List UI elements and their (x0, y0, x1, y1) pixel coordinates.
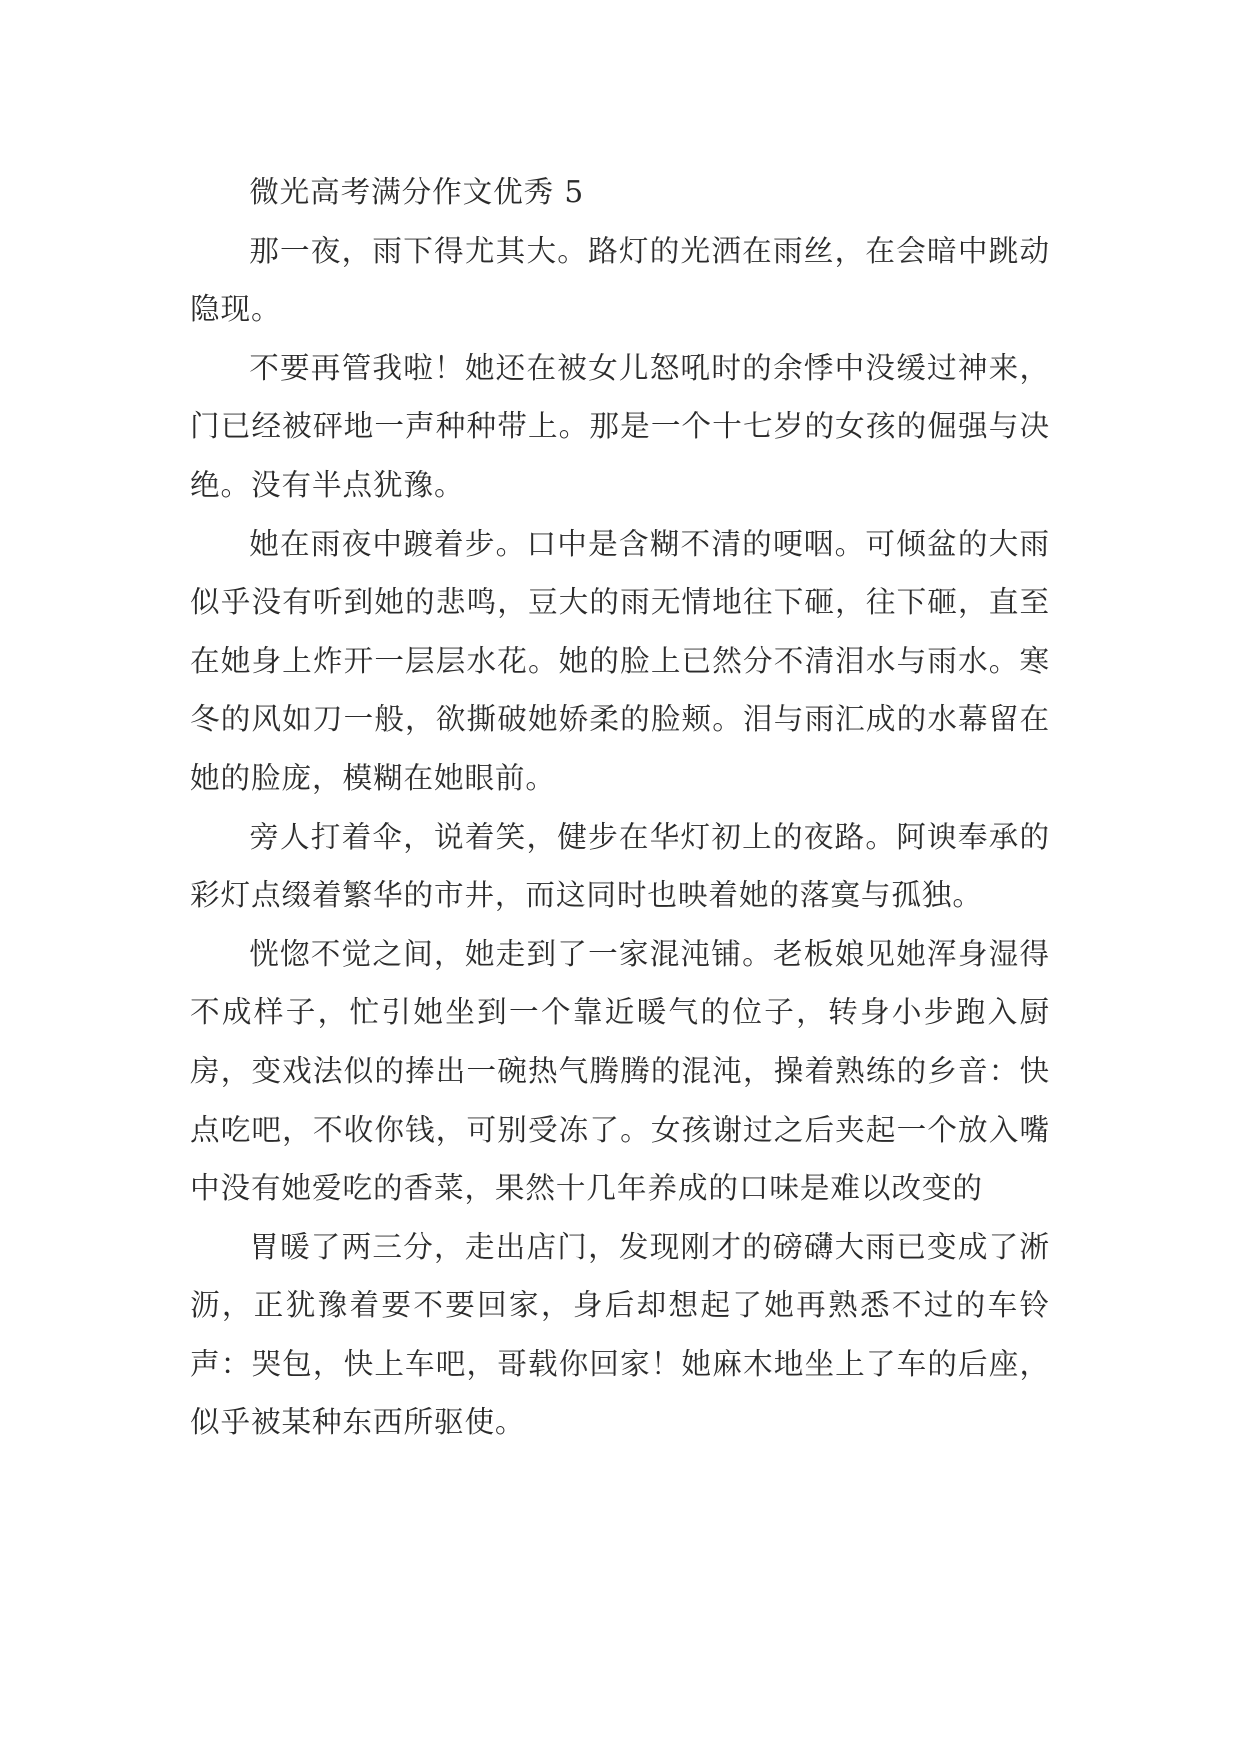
paragraph-5: 恍惚不觉之间，她走到了一家混沌铺。老板娘见她浑身湿得不成样子，忙引她坐到一个靠近暖气的位子，转身小步跑入厨房，变戏法似的捧出一碗热气腾腾的混沌，操着熟练的乡音：快点吃吧，不收你钱，可别受冻了。女孩谢过之后夹起一个放入嘴中没有她爱吃的香菜，果然十几年养成的口味是难以改变的 (190, 936, 1050, 1206)
document-title: 微光高考满分作文优秀 5 (249, 175, 585, 209)
document-body (190, 163, 1050, 1452)
paragraph-1: 那一夜，雨下得尤其大。路灯的光洒在雨丝，在会暗中跳动隐现。 (190, 233, 1050, 327)
paragraph-6: 胃暖了两三分，走出店门，发现刚才的磅礴大雨已变成了淅沥，正犹豫着要不要回家，身后却想起了她再熟悉不过的车铃声：哭包，快上车吧，哥载你回家！她麻木地坐上了车的后座，似乎被某种东西所驱使。 (190, 1229, 1050, 1440)
paragraph-2: 不要再管我啦！她还在被女儿怒吼时的余悸中没缓过神来，门已经被砰地一声种种带上。那是一个十七岁的女孩的倔强与决绝。没有半点犹豫。 (190, 350, 1050, 502)
paragraph-3: 她在雨夜中踱着步。口中是含糊不清的哽咽。可倾盆的大雨似乎没有听到她的悲鸣，豆大的雨无情地往下砸，往下砸，直至在她身上炸开一层层水花。她的脸上已然分不清泪水与雨水。寒冬的风如刀一般，欲撕破她娇柔的脸颊。泪与雨汇成的水幕留在她的脸庞，模糊在她眼前。 (190, 526, 1050, 795)
paragraph-4: 旁人打着伞，说着笑，健步在华灯初上的夜路。阿谀奉承的彩灯点缀着繁华的市井，而这同时也映着她的落寞与孤独。 (190, 819, 1050, 913)
